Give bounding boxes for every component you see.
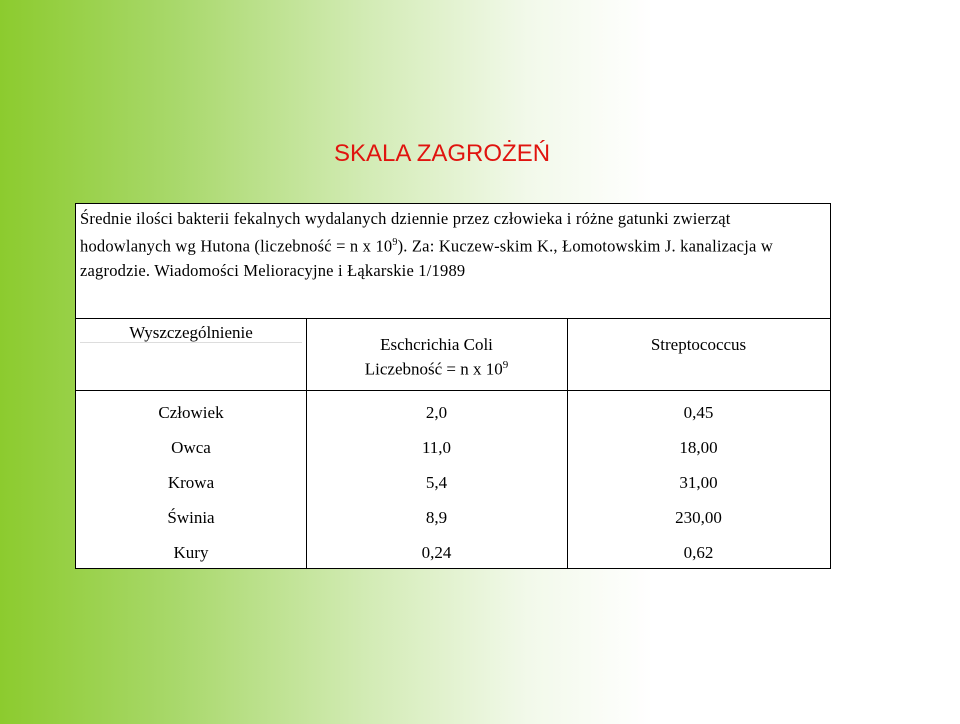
row-ecoli-krowa: 5,4 [425,473,448,492]
caption-line-a: Średnie ilości bakterii fekalnych wydalanych dziennie przez człowieka i różne gatunki zwierząt hodowlanych wg Hutona (liczebność = n x 10 [80,209,731,256]
header-bottom-border [76,390,830,391]
row-strep-czlowiek: 0,45 [683,403,714,422]
row-ecoli-czlowiek: 2,0 [425,403,448,422]
caption-text [80,207,824,283]
row-strep-owca: 18,00 [679,438,718,457]
table-top-border [76,318,830,319]
caption-exponent: 9 [392,237,398,248]
row-name-swinia: Świnia [167,508,215,527]
row-ecoli-owca: 11,0 [421,438,452,457]
row-name-czlowiek: Człowiek [158,403,224,422]
header-escherichia-coli: Eschcrichia Coli [380,335,493,354]
row-name-kury: Kury [173,543,209,562]
row-strep-swinia: 230,00 [675,508,722,527]
header-liczebnosc-exponent: 9 [502,359,509,371]
content-box [75,203,831,569]
row-name-owca: Owca [171,438,211,457]
caption-line-b: ). Za: Kuczew-skim K., Łomotowskim J. kanalizacja w zagrodzie. Wiadomości Melioracyjne i Łąkarskie 1/1989 [80,236,773,280]
header-streptococcus: Streptococcus [650,335,747,354]
header-liczebnosc [306,359,567,380]
header-liczebnosc-text: Liczebność = n x 10 [364,359,503,379]
row-strep-kury: 0,62 [683,543,714,562]
header-wyszczegolnienie: Wyszczególnienie [129,323,253,342]
row-ecoli-swinia: 8,9 [425,508,448,527]
slide-title: SKALA ZAGROŻEŃ [334,140,551,167]
row-name-krowa: Krowa [167,473,215,492]
row-ecoli-kury: 0,24 [421,543,452,562]
row-strep-krowa: 31,00 [679,473,718,492]
